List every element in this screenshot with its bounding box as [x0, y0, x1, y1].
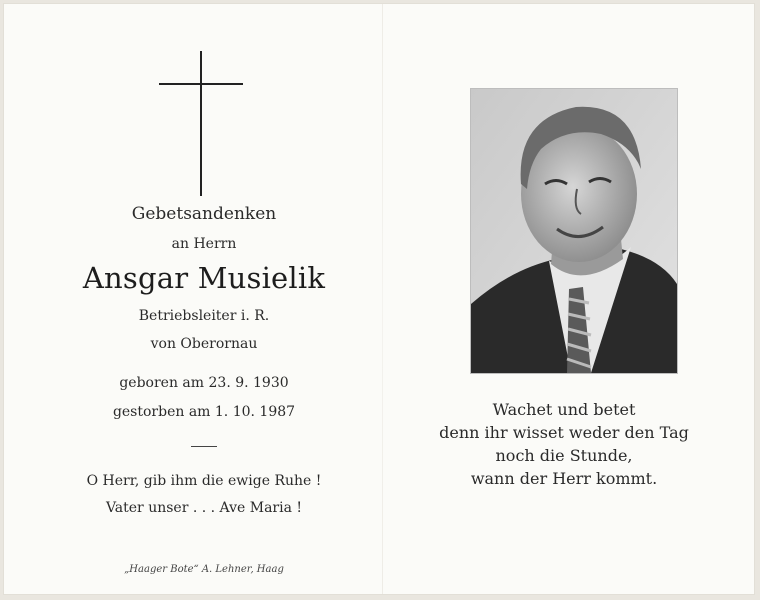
printer-credit: „Haager Bote“ A. Lehner, Haag [124, 564, 284, 575]
occupation: Betriebsleiter i. R. [138, 308, 270, 324]
portrait-photo [470, 88, 678, 374]
verse-line-2: denn ihr wisset weder den Tag [439, 423, 689, 442]
cross-icon [159, 51, 243, 196]
verse-line-3: noch die Stunde, [495, 446, 633, 465]
birth-date: geboren am 23. 9. 1930 [119, 375, 289, 391]
prayer-line-2: Vater unser . . . Ave Maria ! [105, 500, 303, 516]
salutation: an Herrn [171, 236, 237, 252]
verse-line-1: Wachet und betet [492, 400, 636, 419]
divider [191, 446, 217, 447]
prayer-line-1: O Herr, gib ihm die ewige Ruhe ! [86, 473, 322, 489]
verse-line-4: wann der Herr kommt. [470, 469, 658, 488]
deceased-name: Ansgar Musielik [82, 261, 326, 295]
card-title: Gebetsandenken [131, 204, 277, 224]
memorial-card [4, 4, 754, 594]
death-date: gestorben am 1. 10. 1987 [112, 404, 296, 420]
origin: von Oberornau [150, 336, 258, 352]
